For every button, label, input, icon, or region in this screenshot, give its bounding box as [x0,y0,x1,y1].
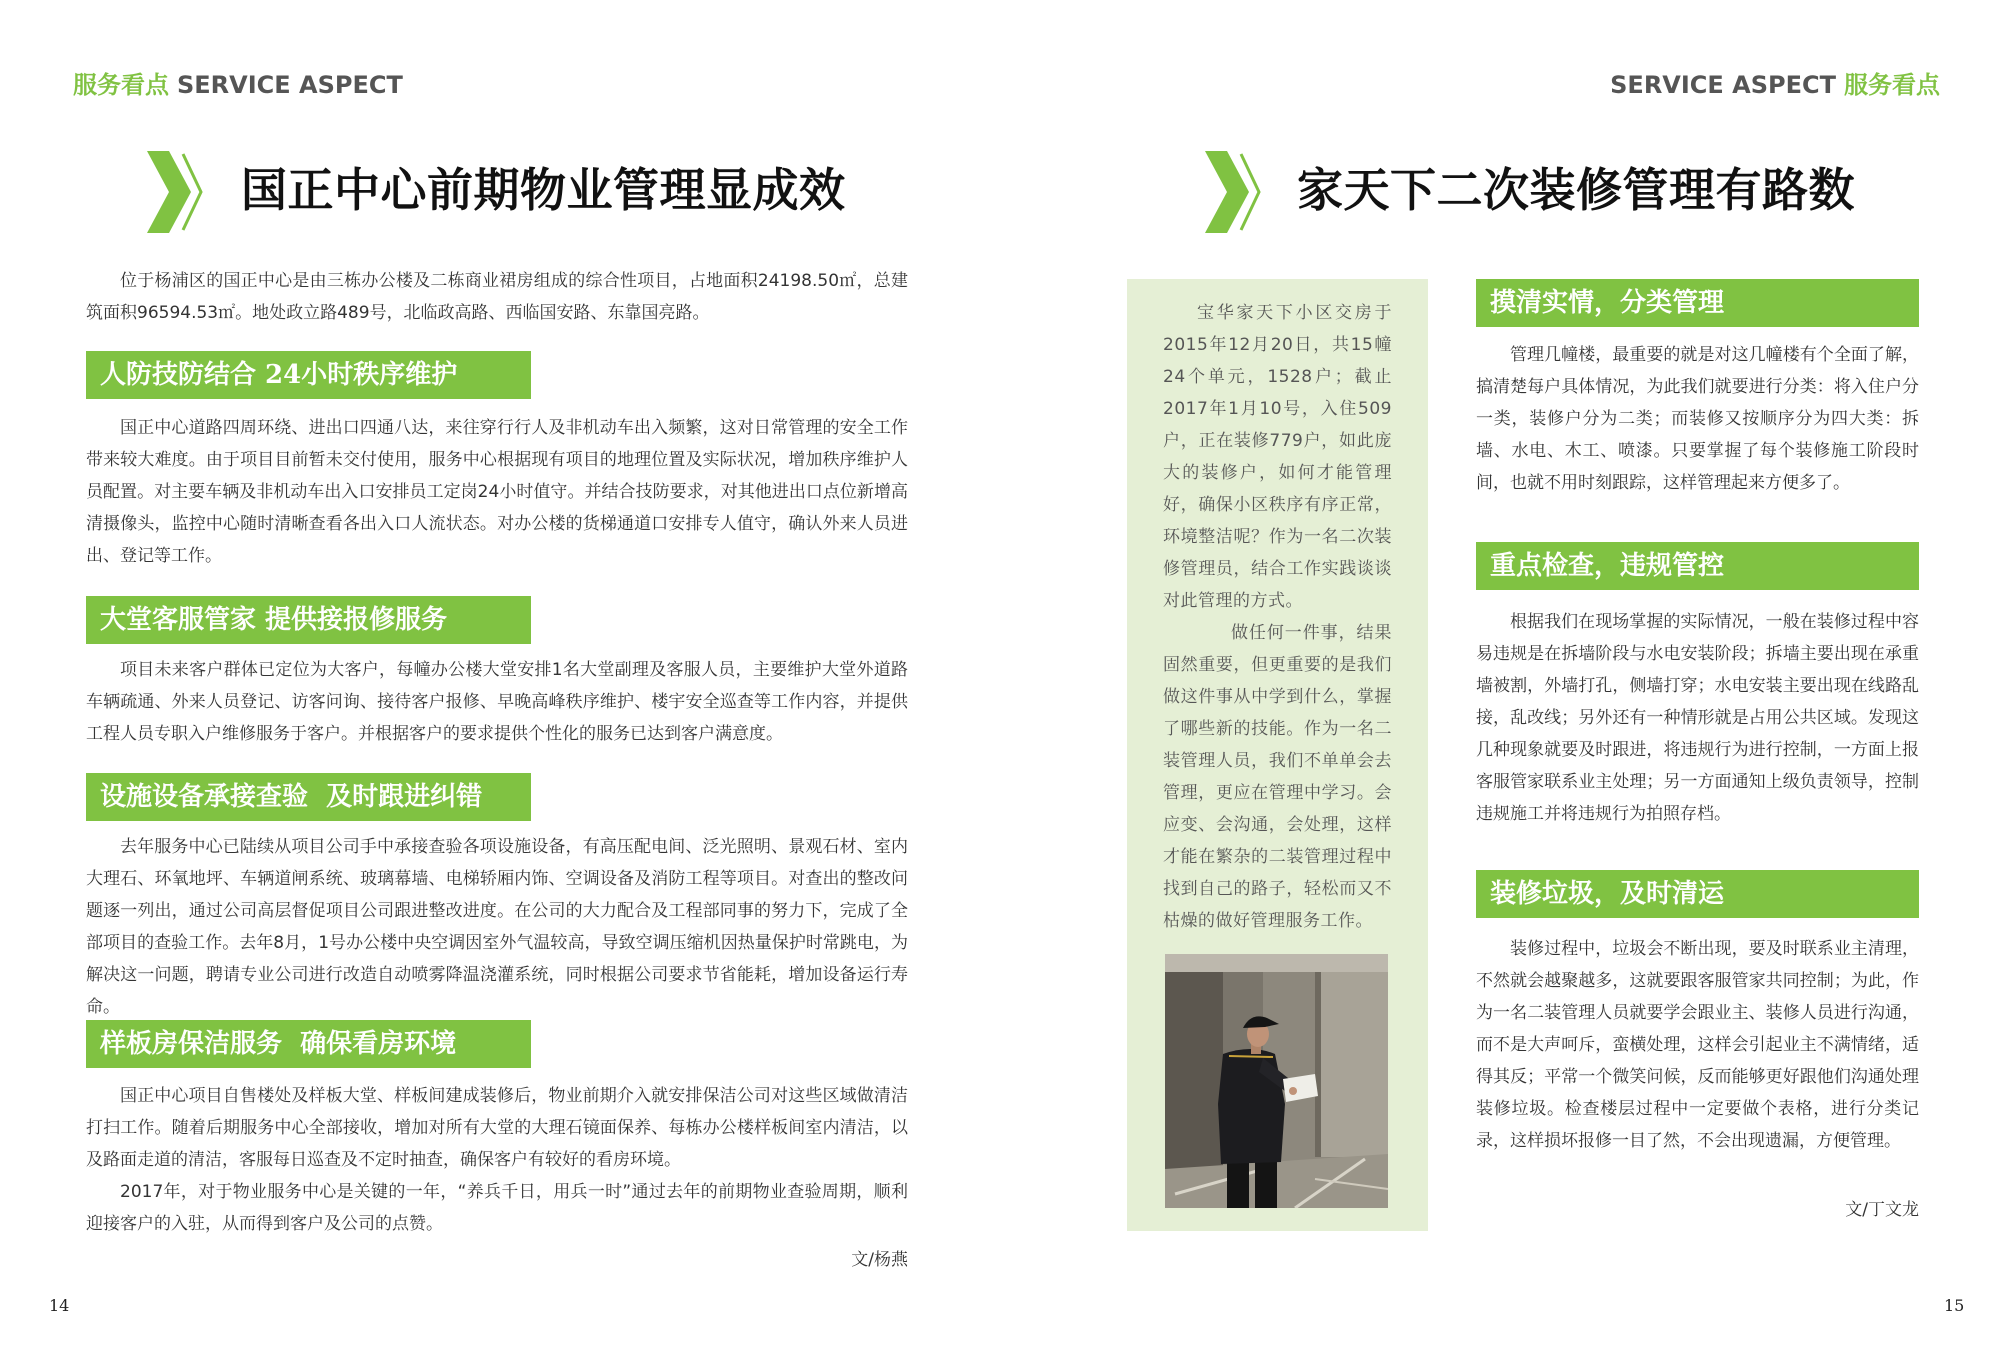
header-label-en: SERVICE ASPECT [177,71,403,99]
section-body [1476,339,1919,499]
section-body [86,654,908,750]
person-jacket [1218,1049,1285,1164]
section-heading-bar [1476,870,1919,918]
section-body [86,831,908,1023]
section-heading: 设施设备承接查验 及时跟进纠错 [100,782,483,812]
person-hand [1289,1087,1297,1095]
section-body [86,1080,908,1240]
paragraph: 项目未来客户群体已定位为大客户，每幢办公楼大堂安排1名大堂副理及客服人员，主要维护大堂外道路车辆疏通、外来人员登记、访客问询、接待客户报修、早晚高峰秩序维护、楼宇安全巡查等工作内容，并提供工程人员专职入户维修服务于客户。并根据客户的要求提供个性化的服务已达到客户满意度。 [86,660,908,744]
paragraph: 国正中心道路四周环绕、进出口四通八达，来往穿行行人及非机动车出入频繁，这对日常管理的安全工作带来较大难度。由于项目目前暂未交付使用，服务中心根据现有项目的地理位置及实际状况，增加秩序维护人员配置。对主要车辆及非机动车出入口安排员工定岗24小时值守。并结合技防要求，对其他进出口点位新增高清摄像头，监控中心随时清晰查看各出入口人流状态。对办公楼的货梯通道口安排专人值守，确认外来人员进出、登记等工作。 [86,418,908,566]
person-leg [1255,1157,1277,1208]
section-heading-bar [1476,542,1919,590]
paragraph: 装修过程中，垃圾会不断出现，要及时联系业主清理，不然就会越聚越多，这就要跟客服管家共同控制；为此，作为一名二装管理人员就要学会跟业主、装修人员进行沟通，而不是大声呵斥，蛮横处理，这样会引起业主不满情绪，适得其反；平常一个微笑问候，反而能够更好跟他们沟通处理装修垃圾。检查楼层过程中一定要做个表格，进行分类记录，这样损坏报修一目了然，不会出现遗漏，方便管理。 [1476,939,1919,1151]
person-leg [1227,1157,1249,1208]
section-heading: 装修垃圾，及时清运 [1490,879,1725,909]
photo-wall-edge [1315,972,1321,1157]
photo-dark-wall [1165,972,1223,1172]
double-chevron-icon [1205,151,1261,233]
author-credit: 文/丁文龙 [1845,1200,1919,1220]
article-title: 国正中心前期物业管理显成效 [241,163,846,217]
section-header-right [1610,70,1940,100]
paragraph: 位于杨浦区的国正中心是由三栋办公楼及二栋商业裙房组成的综合性项目，占地面积24198.50㎡，总建筑面积96594.53㎡。地处政立路489号，北临政高路、西临国安路、东靠国亮路。 [86,271,908,323]
photo [1165,954,1388,1208]
double-chevron-icon [147,151,203,233]
header-label-cn: 服务看点 [1844,71,1940,99]
section-heading: 重点检查，违规管控 [1490,551,1725,581]
section-body [86,412,908,572]
section-heading: 摸清实情，分类管理 [1490,288,1725,318]
section-heading: 大堂客服管家 提供接报修服务 [100,605,448,635]
section-heading: 人防技防结合 24小时秩序维护 [100,360,458,390]
author-credit: 文/杨燕 [851,1250,908,1270]
section-heading-bar [86,1020,531,1068]
paragraph: 管理几幢楼，最重要的就是对这几幢楼有个全面了解，搞清楚每户具体情况，为此我们就要进行分类：将入住户分一类，装修户分为二类；而装修又按顺序分为四大类：拆墙、水电、木工、喷漆。只要掌握了每个装修施工阶段时间，也就不用时刻跟踪，这样管理起来方便多了。 [1476,345,1919,493]
photo-lit-wall [1315,972,1388,1157]
paragraph: 根据我们在现场掌握的实际情况，一般在装修过程中容易违规是在拆墙阶段与水电安装阶段；拆墙主要出现在承重墙被割，外墙打孔，侧墙打穿；水电安装主要出现在线路乱接，乱改线；另外还有一种情形就是占用公共区域。发现这几种现象就要及时跟进，将违规行为进行控制，一方面上报客服管家联系业主处理；另一方面通知上级负责领导，控制违规施工并将违规行为拍照存档。 [1476,612,1919,824]
paragraph: 国正中心项目自售楼处及样板大堂、样板间建成装修后，物业前期介入就安排保洁公司对这些区域做清洁打扫工作。随着后期服务中心全部接收，增加对所有大堂的大理石镜面保养、每栋办公楼样板间室内清洁，以及路面走道的清洁，客服每日巡查及不定时抽查，确保客户有较好的看房环境。 [86,1086,908,1170]
page-number: 15 [1944,1296,1965,1315]
page-number: 14 [49,1296,70,1315]
header-label-cn: 服务看点 [73,71,169,99]
header-label-en: SERVICE ASPECT [1610,71,1836,99]
section-heading-bar [86,351,531,399]
sidebar-text [1163,297,1392,937]
sidebar-paragraph: 做任何一件事，结果固然重要，但更重要的是我们做这件事从中学到什么，掌握了哪些新的技能。作为一名二装管理人员，我们不单单会去管理，更应在管理中学习。会应变、会沟通，会处理，这样才能在繁杂的二装管理过程中找到自己的路子，轻松而又不枯燥的做好管理服务工作。 [1163,623,1392,931]
section-body [1476,606,1919,830]
sidebar-paragraph: 宝华家天下小区交房于2015年12月20日，共15幢24个单元，1528户；截止2017年1月10号，入住509户，正在装修779户，如此庞大的装修户，如何才能管理好，确保小区秩序有序正常，环境整洁呢？作为一名二次装修管理员，结合工作实践谈谈对此管理的方式。 [1163,303,1392,611]
section-header-left [73,70,403,100]
intro-paragraph [86,265,908,329]
photo-ceiling [1165,954,1388,972]
paragraph: 2017年，对于物业服务中心是关键的一年，“养兵千日，用兵一时”通过去年的前期物业查验周期，顺利迎接客户的入驻，从而得到客户及公司的点赞。 [86,1182,908,1234]
section-heading-bar [86,773,531,821]
jacket-trim [1229,1056,1273,1057]
section-body [1476,933,1919,1157]
section-heading: 样板房保洁服务 确保看房环境 [100,1029,457,1059]
paragraph: 去年服务中心已陆续从项目公司手中承接查验各项设施设备，有高压配电间、泛光照明、景观石材、室内大理石、环氧地坪、车辆道闸系统、玻璃幕墙、电梯轿厢内饰、空调设备及消防工程等项目。对查出的整改问题逐一列出，通过公司高层督促项目公司跟进整改进度。在公司的大力配合及工程部同事的努力下，完成了全部项目的查验工作。去年8月，1号办公楼中央空调因室外气温较高，导致空调压缩机因热量保护时常跳电，为解决这一问题，聘请专业公司进行改造自动喷雾降温浇灌系统，同时根据公司要求节省能耗，增加设备运行寿命。 [86,837,908,1017]
section-heading-bar [86,596,531,644]
section-heading-bar [1476,279,1919,327]
article-title: 家天下二次装修管理有路数 [1297,163,1855,217]
